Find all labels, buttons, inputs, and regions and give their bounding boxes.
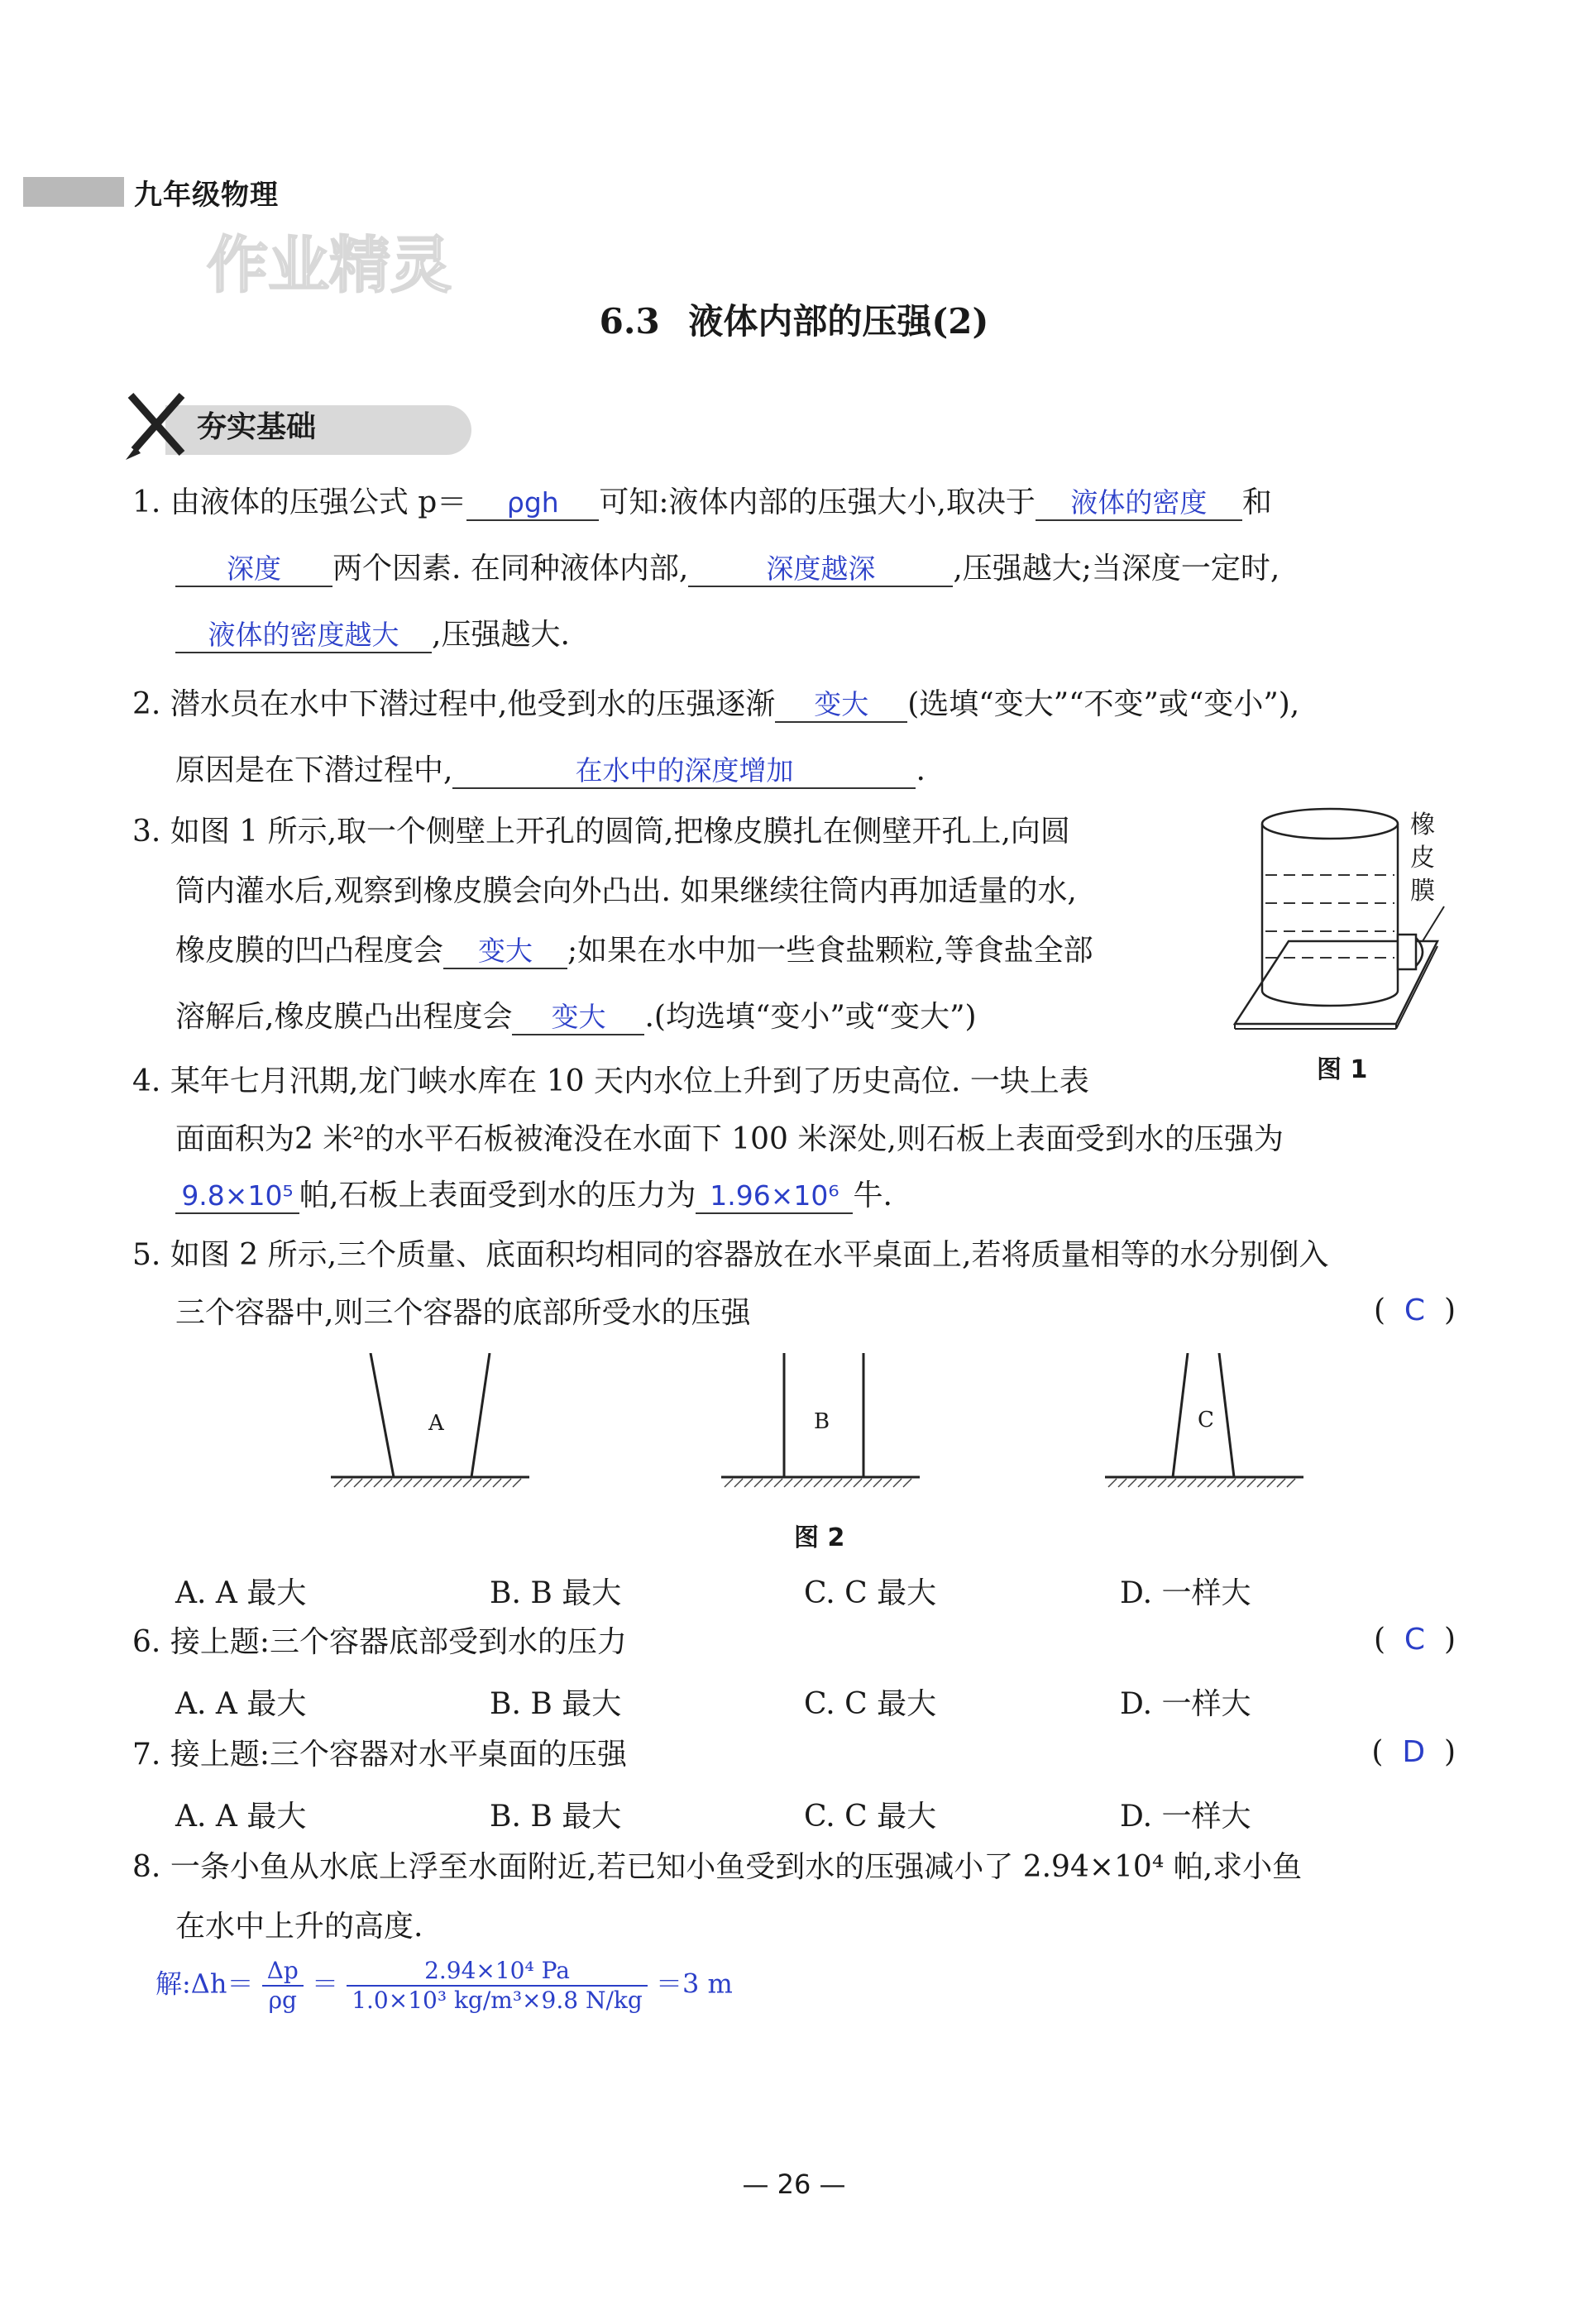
container-c-label: C bbox=[1198, 1408, 1214, 1432]
q1-line3: 液体的密度越大 ,压强越大. bbox=[175, 615, 570, 655]
q8-solution-prefix: 解:Δh＝ bbox=[155, 1968, 254, 2000]
header-bar bbox=[23, 177, 124, 207]
q1-answer2: 液体的密度 bbox=[1036, 486, 1242, 521]
q2-line1: 2. 潜水员在水中下潜过程中,他受到水的压强逐渐 变大 (选填“变大”“不变”或“变小”), bbox=[132, 687, 1300, 721]
q4-answer1: 9.8×10⁵ bbox=[175, 1179, 299, 1214]
container-b-label: B bbox=[814, 1409, 830, 1434]
q1-line2: 深度 两个因素. 在同种液体内部, 深度越深 ,压强越大;当深度一定时, bbox=[175, 549, 1279, 589]
page-title bbox=[0, 294, 1588, 344]
pencil-cross-icon bbox=[124, 389, 190, 463]
q2-answer1: 变大 bbox=[775, 688, 907, 723]
q4-line1: 4. 某年七月汛期,龙门峡水库在 10 天内水位上升到了历史高位. 一块上表 bbox=[132, 1064, 1089, 1098]
q6-option-d: D. 一样大 bbox=[1120, 1687, 1251, 1721]
watermark: 作业精灵 bbox=[207, 230, 452, 301]
q3-answer2: 变大 bbox=[512, 1001, 644, 1035]
q7-option-c: C. C 最大 bbox=[804, 1800, 937, 1834]
q2-line2: 原因是在下潜过程中, 在水中的深度增加 . bbox=[175, 753, 926, 787]
q8-result: ＝3 m bbox=[655, 1968, 733, 2000]
q8-fraction2: $\frac{\text{2.94×10⁴ Pa}}{\text{1.0×10³ kg/m³×9.8 N/kg}}$ bbox=[347, 1957, 648, 2015]
q6-option-b: B. B 最大 bbox=[490, 1687, 622, 1721]
q5-answer-paren: ( C ) bbox=[1373, 1294, 1456, 1327]
q6-option-a: A. A 最大 bbox=[175, 1687, 307, 1721]
q4-line2: 面面积为2 米²的水平石板被淹没在水面下 100 米深处,则石板上表面受到水的压强为 bbox=[175, 1122, 1284, 1156]
q6-answer-paren: ( C ) bbox=[1373, 1623, 1456, 1657]
q3-answer1: 变大 bbox=[443, 935, 567, 969]
q7-option-a: A. A 最大 bbox=[175, 1800, 307, 1834]
container-a-label: A bbox=[428, 1411, 444, 1436]
q8-line2: 在水中上升的高度. bbox=[175, 1910, 423, 1944]
q7-answer: D bbox=[1402, 1735, 1426, 1769]
q3-line3: 橡皮膜的凹凸程度会 变大 ;如果在水中加一些食盐颗粒,等食盐全部 bbox=[175, 934, 1093, 968]
q5-option-d: D. 一样大 bbox=[1120, 1576, 1251, 1610]
figure2-caption: 图 2 bbox=[794, 1523, 845, 1552]
q8-solution: 解:Δh＝ $\frac{\Delta p}{\rho g}$ ＝ $\frac{\text{2.94×10⁴ Pa}}{\text{1.0×10³ kg/m³×9.8 N/kg}}$ ＝3 m bbox=[155, 1957, 733, 2014]
q5-line1: 5. 如图 2 所示,三个质量、底面积均相同的容器放在水平桌面上,若将质量相等的水分别倒入 bbox=[132, 1238, 1329, 1272]
q6-answer: C bbox=[1404, 1623, 1426, 1657]
q1-answer1: ρgh bbox=[466, 486, 599, 521]
q8-line1: 8. 一条小鱼从水底上浮至水面附近,若已知小鱼受到水的压强减小了 2.94×10⁴ 帕,求小鱼 bbox=[132, 1850, 1303, 1884]
q6-line: 6. 接上题:三个容器底部受到水的压力 bbox=[132, 1625, 627, 1659]
q3-line4: 溶解后,橡皮膜凸出程度会 变大 .(均选填“变小”或“变大”) bbox=[175, 1000, 977, 1034]
q6-option-c: C. C 最大 bbox=[804, 1687, 937, 1721]
header-subject: 九年级物理 bbox=[134, 179, 279, 212]
q7-option-d: D. 一样大 bbox=[1120, 1800, 1251, 1834]
q3-line2: 筒内灌水后,观察到橡皮膜会向外凸出. 如果继续往筒内再加适量的水, bbox=[175, 874, 1077, 908]
q5-answer: C bbox=[1404, 1294, 1426, 1327]
q2-answer2: 在水中的深度增加 bbox=[452, 754, 916, 789]
q1-answer3: 深度 bbox=[175, 552, 332, 587]
q1-answer4: 深度越深 bbox=[688, 552, 953, 587]
q7-option-b: B. B 最大 bbox=[490, 1800, 622, 1834]
title-name: 液体内部的压强(2) bbox=[688, 301, 989, 342]
q5-line2: 三个容器中,则三个容器的底部所受水的压强 bbox=[175, 1296, 751, 1330]
q1-answer5: 液体的密度越大 bbox=[175, 619, 432, 653]
q4-answer2: 1.96×10⁶ bbox=[696, 1179, 853, 1214]
figure1-caption: 图 1 bbox=[1317, 1055, 1368, 1084]
q5-option-b: B. B 最大 bbox=[490, 1576, 622, 1610]
q7-line: 7. 接上题:三个容器对水平桌面的压强 bbox=[132, 1738, 627, 1772]
q7-answer-paren: ( D ) bbox=[1371, 1735, 1456, 1769]
title-number: 6.3 bbox=[599, 301, 660, 342]
section-label: 夯实基础 bbox=[197, 410, 317, 444]
q3-line1: 3. 如图 1 所示,取一个侧壁上开孔的圆筒,把橡皮膜扎在侧壁开孔上,向圆 bbox=[132, 815, 1070, 849]
page-number: — 26 — bbox=[742, 2169, 846, 2200]
q4-line3: 9.8×10⁵ 帕,石板上表面受到水的压力为 1.96×10⁶ 牛. bbox=[175, 1176, 892, 1216]
q1-line1: 1. 由液体的压强公式 p＝ ρgh 可知:液体内部的压强大小,取决于 液体的密度 和 bbox=[132, 485, 1272, 519]
q5-option-a: A. A 最大 bbox=[175, 1576, 307, 1610]
figure1-label: 橡皮膜 bbox=[1410, 811, 1435, 906]
q8-fraction1: $\frac{\Delta p}{\rho g}$ bbox=[262, 1957, 304, 2015]
q5-option-c: C. C 最大 bbox=[804, 1576, 937, 1610]
